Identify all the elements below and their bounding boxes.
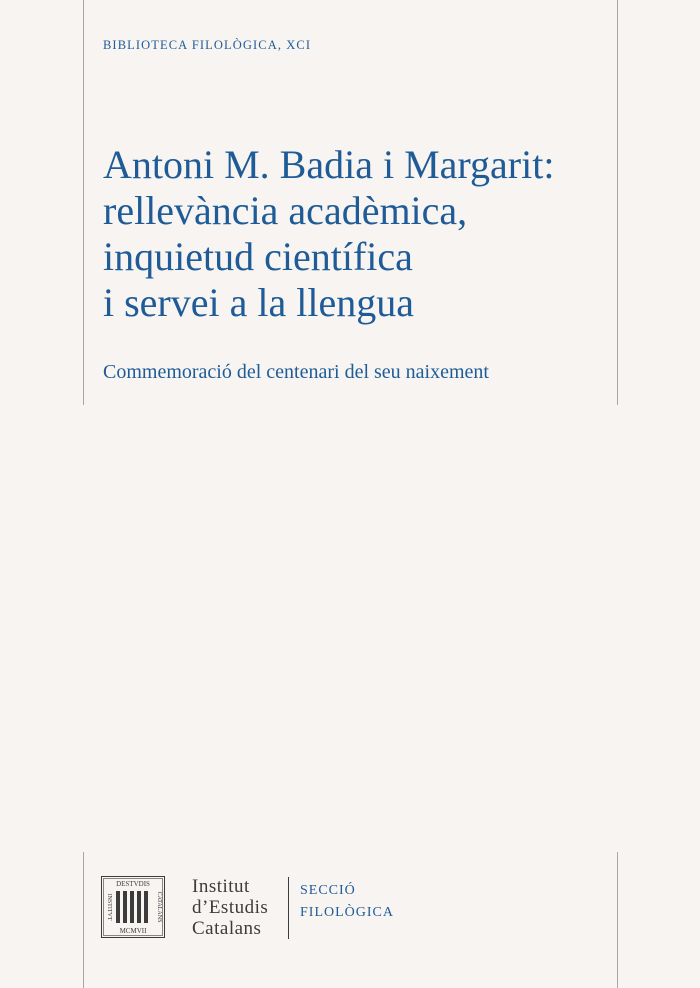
title-line-1: Antoni M. Badia i Margarit:: [103, 142, 555, 187]
title-line-3: inquietud científica: [103, 234, 413, 279]
series-label: BIBLIOTECA FILOLÒGICA, XCI: [103, 38, 312, 52]
right-rule-top: [617, 0, 618, 405]
publisher-name-line-3: Catalans: [192, 918, 262, 939]
title-line-2: rellevància acadèmica,: [103, 188, 468, 233]
iec-seal-icon: [101, 876, 165, 938]
publisher-divider: [288, 877, 289, 939]
book-subtitle: Commemoració del centenari del seu naixement: [103, 361, 489, 383]
publisher-name-line-1: Institut: [192, 876, 250, 897]
seal-text-bottom: MCMVII: [119, 927, 147, 935]
publisher-name: [192, 876, 268, 939]
left-rule-bottom: [83, 852, 84, 988]
title-line-4: i servei a la llengua: [103, 280, 414, 325]
seal-text-left: INSTITVT: [106, 893, 112, 921]
seal-text-right: CATALANS: [156, 891, 162, 923]
left-rule-top: [83, 0, 84, 405]
seal-text-top: DESTVDIS: [116, 880, 150, 888]
right-rule-bottom: [617, 852, 618, 988]
publisher-section: [300, 880, 394, 924]
book-title: [103, 142, 608, 326]
section-line-2: FILOLÒGICA: [300, 905, 394, 920]
section-line-1: SECCIÓ: [300, 883, 356, 898]
publisher-name-line-2: d’Estudis: [192, 897, 269, 918]
